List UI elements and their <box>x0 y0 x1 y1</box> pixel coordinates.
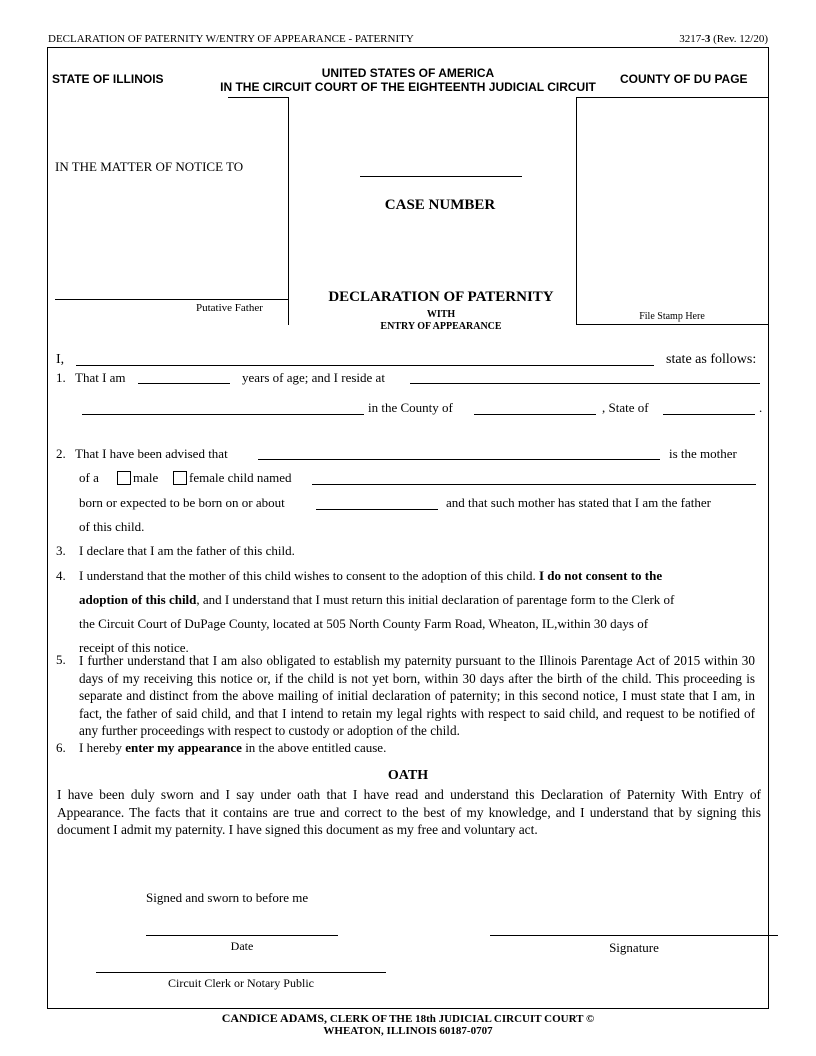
file-stamp-label: File Stamp Here <box>639 311 705 322</box>
form-number-bold: 3 <box>704 33 711 45</box>
item4-line2 <box>79 592 674 608</box>
item4-line1-text: I understand that the mother of this child wishes to consent to the adoption of this child. <box>79 568 536 583</box>
item6-text-c: in the above entitled cause. <box>245 740 387 755</box>
item4-number: 4. <box>56 568 66 583</box>
county-field[interactable] <box>474 414 596 415</box>
item4-line4: receipt of this notice. <box>79 640 189 655</box>
form-title: DECLARATION OF PATERNITY W/ENTRY OF APPEARANCE - PATERNITY <box>48 33 414 45</box>
item3-text: I declare that I am the father of this child. <box>79 543 295 558</box>
item2-prefix: That I have been advised that <box>75 446 228 461</box>
document-title: DECLARATION OF PATERNITY <box>328 289 554 305</box>
file-stamp-bottom <box>576 324 768 325</box>
residence-line2-field[interactable] <box>82 414 364 415</box>
caption-left-divider <box>288 97 289 325</box>
item4-line2-bold: adoption of this child <box>79 592 197 607</box>
footer-clerk <box>48 1011 768 1026</box>
female-label: female child named <box>189 470 292 485</box>
date-field[interactable] <box>146 935 338 936</box>
item6-text-bold: enter my appearance <box>125 740 242 755</box>
item1-state-label: , State of <box>602 400 649 415</box>
item2-stated: and that such mother has stated that I am the father <box>446 495 711 510</box>
footer-address: WHEATON, ILLINOIS 60187-0707 <box>323 1025 493 1037</box>
case-number-field[interactable] <box>360 176 522 177</box>
frame-left <box>47 47 48 1008</box>
item5-text: I further understand that I am also obligated to establish my paternity pursuant to the Illinois Parentage Act of 2015 within 30 days of my receiving this notice or, if the child is not yet born, within 30 days after the birth of the child. This proceeding is separate and distinct from the above mailing of initial declaration of paternity; in this second notice, I must state that I am, in fact, the father of said child, and that I intend to retain my legal rights with respect to said child, and request to be notified of any further proceedings with respect to custody or adoption of the child. <box>79 653 755 738</box>
item1-number: 1. <box>56 370 66 385</box>
intro-prefix: I, <box>56 352 65 367</box>
matter-label: IN THE MATTER OF NOTICE TO <box>55 159 244 174</box>
item5-number: 5. <box>56 652 66 667</box>
form-revision: (Rev. 12/20) <box>710 33 768 45</box>
date-label: Date <box>230 939 254 953</box>
putative-father-field[interactable] <box>55 299 289 300</box>
item2-mother: is the mother <box>669 446 737 461</box>
item1-prefix: That I am <box>75 370 126 385</box>
item2-of-a: of a <box>79 470 99 485</box>
item2-born: born or expected to be born on or about <box>79 495 285 510</box>
age-field[interactable] <box>138 383 230 384</box>
caption-left-top-rule <box>228 97 288 98</box>
item3-number: 3. <box>56 543 66 558</box>
oath-heading: OATH <box>387 768 429 783</box>
item1-county-label: in the County of <box>368 400 453 415</box>
frame-right <box>768 47 769 1008</box>
circuit-label: IN THE CIRCUIT COURT OF THE EIGHTEENTH JUDICIAL CIRCUIT <box>220 80 596 94</box>
item4-line2-text: , and I understand that I must return this initial declaration of parentage form to the Clerk of <box>196 592 675 607</box>
male-checkbox[interactable] <box>117 471 131 485</box>
item2-number: 2. <box>56 446 66 461</box>
residence-field[interactable] <box>410 383 760 384</box>
oath-text: I have been duly sworn and I say under oath that I have read and understand this Declaration of Paternity With Entry of Appearance. The facts that it contains are true and correct to the best of my knowledge, and I understand that by signing this document I admit my paternity. I have signed this document as my free and voluntary act. <box>57 787 761 837</box>
frame-top <box>47 47 769 48</box>
item1-end: . <box>759 400 763 415</box>
item4-line3: the Circuit Court of DuPage County, located at 505 North County Farm Road, Wheaton, IL,within 30 days of <box>79 616 649 631</box>
declarant-name-field[interactable] <box>76 365 654 366</box>
county-label: COUNTY OF DU PAGE <box>620 72 748 86</box>
form-number-prefix: 3217- <box>679 33 705 45</box>
signature-label: Signature <box>609 940 659 955</box>
footer-clerk-title: CLERK OF THE 18th JUDICIAL CIRCUIT COURT © <box>327 1013 595 1025</box>
frame-bottom <box>47 1008 769 1009</box>
mother-name-field[interactable] <box>258 459 660 460</box>
child-name-field[interactable] <box>312 484 756 485</box>
state-label: STATE OF ILLINOIS <box>52 72 164 86</box>
item4-line1-bold: I do not consent to the <box>538 568 663 583</box>
female-checkbox[interactable] <box>173 471 187 485</box>
signature-field[interactable] <box>490 935 778 936</box>
clerk-label: Circuit Clerk or Notary Public <box>168 976 314 990</box>
case-number-label: CASE NUMBER <box>384 197 496 213</box>
item6-text-a: I hereby <box>79 740 122 755</box>
footer-clerk-name: CANDICE ADAMS, <box>221 1011 328 1025</box>
file-stamp-left <box>576 97 577 324</box>
putative-father-label: Putative Father <box>196 302 263 314</box>
item6-text <box>79 740 386 756</box>
intro-suffix: state as follows: <box>666 352 757 367</box>
sworn-label: Signed and sworn to before me <box>146 890 309 905</box>
item4-line1 <box>79 568 662 584</box>
file-stamp-top <box>576 97 768 98</box>
male-label: male <box>133 470 159 485</box>
item1-mid: years of age; and I reside at <box>242 370 385 385</box>
document-subtitle: ENTRY OF APPEARANCE <box>380 321 502 332</box>
clerk-field[interactable] <box>96 972 386 973</box>
document-with: WITH <box>426 309 456 320</box>
item2-end: of this child. <box>79 519 145 534</box>
item6-number: 6. <box>56 740 66 755</box>
form-number <box>679 33 768 45</box>
birth-date-field[interactable] <box>316 509 438 510</box>
country-label: UNITED STATES OF AMERICA <box>321 66 495 80</box>
state-field[interactable] <box>663 414 755 415</box>
